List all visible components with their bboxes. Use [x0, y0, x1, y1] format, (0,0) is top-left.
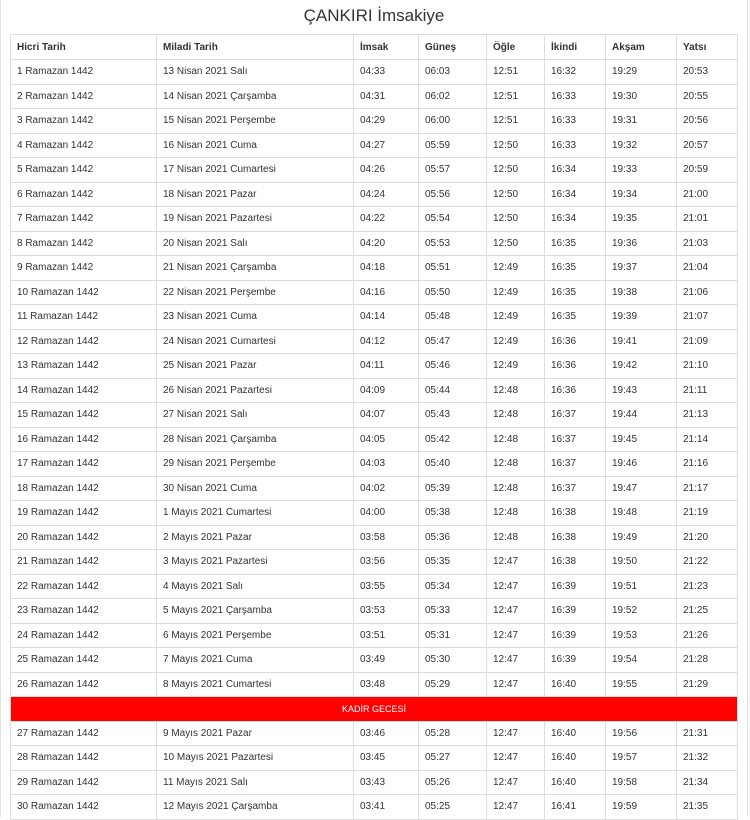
cell-miladi-tarih: 21 Nisan 2021 Çarşamba	[157, 256, 354, 281]
cell-ogle: 12:48	[487, 476, 545, 501]
cell-ogle: 12:50	[487, 182, 545, 207]
table-row	[11, 84, 738, 109]
cell-ikindi: 16:41	[545, 795, 606, 820]
cell-hicri-tarih: 25 Ramazan 1442	[11, 648, 157, 673]
table-row	[11, 746, 738, 771]
cell-hicri-tarih: 2 Ramazan 1442	[11, 84, 157, 109]
cell-ikindi: 16:33	[545, 109, 606, 134]
cell-gunes: 06:03	[419, 60, 487, 85]
cell-yatsi: 20:55	[677, 84, 738, 109]
cell-hicri-tarih: 7 Ramazan 1442	[11, 207, 157, 232]
cell-ogle: 12:47	[487, 599, 545, 624]
cell-gunes: 05:51	[419, 256, 487, 281]
cell-miladi-tarih: 24 Nisan 2021 Cumartesi	[157, 329, 354, 354]
cell-hicri-tarih: 3 Ramazan 1442	[11, 109, 157, 134]
table-row	[11, 770, 738, 795]
header-ogle: Öğle	[487, 35, 545, 60]
cell-miladi-tarih: 22 Nisan 2021 Perşembe	[157, 280, 354, 305]
cell-hicri-tarih: 18 Ramazan 1442	[11, 476, 157, 501]
cell-yatsi: 20:57	[677, 133, 738, 158]
cell-hicri-tarih: 30 Ramazan 1442	[11, 795, 157, 820]
cell-ikindi: 16:40	[545, 721, 606, 746]
cell-ikindi: 16:35	[545, 305, 606, 330]
cell-ikindi: 16:39	[545, 574, 606, 599]
cell-imsak: 03:56	[354, 550, 419, 575]
imsakiye-table	[10, 34, 738, 820]
cell-gunes: 05:26	[419, 770, 487, 795]
cell-ikindi: 16:36	[545, 378, 606, 403]
header-imsak: İmsak	[354, 35, 419, 60]
header-hicri-tarih: Hicri Tarih	[11, 35, 157, 60]
cell-miladi-tarih: 4 Mayıs 2021 Salı	[157, 574, 354, 599]
cell-ikindi: 16:37	[545, 452, 606, 477]
cell-miladi-tarih: 9 Mayıs 2021 Pazar	[157, 721, 354, 746]
cell-hicri-tarih: 6 Ramazan 1442	[11, 182, 157, 207]
cell-ogle: 12:48	[487, 378, 545, 403]
cell-gunes: 05:57	[419, 158, 487, 183]
cell-aksam: 19:45	[606, 427, 677, 452]
cell-yatsi: 20:59	[677, 158, 738, 183]
cell-imsak: 04:22	[354, 207, 419, 232]
cell-yatsi: 21:17	[677, 476, 738, 501]
cell-hicri-tarih: 15 Ramazan 1442	[11, 403, 157, 428]
cell-aksam: 19:44	[606, 403, 677, 428]
cell-imsak: 04:09	[354, 378, 419, 403]
table-row	[11, 182, 738, 207]
cell-aksam: 19:32	[606, 133, 677, 158]
cell-hicri-tarih: 10 Ramazan 1442	[11, 280, 157, 305]
cell-gunes: 05:27	[419, 746, 487, 771]
cell-yatsi: 21:32	[677, 746, 738, 771]
cell-gunes: 05:33	[419, 599, 487, 624]
cell-aksam: 19:48	[606, 501, 677, 526]
cell-imsak: 04:18	[354, 256, 419, 281]
cell-gunes: 05:53	[419, 231, 487, 256]
cell-aksam: 19:55	[606, 672, 677, 697]
cell-ikindi: 16:34	[545, 158, 606, 183]
cell-hicri-tarih: 21 Ramazan 1442	[11, 550, 157, 575]
cell-aksam: 19:49	[606, 525, 677, 550]
cell-miladi-tarih: 18 Nisan 2021 Pazar	[157, 182, 354, 207]
cell-ikindi: 16:40	[545, 770, 606, 795]
cell-hicri-tarih: 20 Ramazan 1442	[11, 525, 157, 550]
table-row	[11, 280, 738, 305]
table-row	[11, 403, 738, 428]
cell-yatsi: 21:01	[677, 207, 738, 232]
cell-aksam: 19:43	[606, 378, 677, 403]
cell-miladi-tarih: 2 Mayıs 2021 Pazar	[157, 525, 354, 550]
cell-gunes: 05:47	[419, 329, 487, 354]
table-body	[11, 60, 738, 820]
cell-ogle: 12:47	[487, 746, 545, 771]
cell-hicri-tarih: 22 Ramazan 1442	[11, 574, 157, 599]
cell-hicri-tarih: 14 Ramazan 1442	[11, 378, 157, 403]
cell-gunes: 05:35	[419, 550, 487, 575]
table-row	[11, 231, 738, 256]
cell-imsak: 04:14	[354, 305, 419, 330]
cell-imsak: 03:45	[354, 746, 419, 771]
cell-aksam: 19:53	[606, 623, 677, 648]
cell-aksam: 19:59	[606, 795, 677, 820]
cell-ikindi: 16:35	[545, 280, 606, 305]
cell-aksam: 19:38	[606, 280, 677, 305]
cell-imsak: 03:43	[354, 770, 419, 795]
cell-gunes: 05:40	[419, 452, 487, 477]
cell-gunes: 05:59	[419, 133, 487, 158]
cell-gunes: 05:42	[419, 427, 487, 452]
header-gunes: Güneş	[419, 35, 487, 60]
cell-yatsi: 20:56	[677, 109, 738, 134]
cell-hicri-tarih: 8 Ramazan 1442	[11, 231, 157, 256]
cell-gunes: 05:36	[419, 525, 487, 550]
cell-gunes: 05:44	[419, 378, 487, 403]
cell-hicri-tarih: 9 Ramazan 1442	[11, 256, 157, 281]
cell-aksam: 19:50	[606, 550, 677, 575]
cell-ikindi: 16:33	[545, 84, 606, 109]
cell-yatsi: 21:07	[677, 305, 738, 330]
cell-aksam: 19:39	[606, 305, 677, 330]
cell-ogle: 12:47	[487, 672, 545, 697]
cell-miladi-tarih: 12 Mayıs 2021 Çarşamba	[157, 795, 354, 820]
cell-imsak: 04:29	[354, 109, 419, 134]
cell-imsak: 04:24	[354, 182, 419, 207]
cell-miladi-tarih: 7 Mayıs 2021 Cuma	[157, 648, 354, 673]
cell-ogle: 12:48	[487, 452, 545, 477]
cell-ikindi: 16:32	[545, 60, 606, 85]
cell-imsak: 03:48	[354, 672, 419, 697]
cell-gunes: 06:02	[419, 84, 487, 109]
cell-ikindi: 16:35	[545, 231, 606, 256]
cell-aksam: 19:54	[606, 648, 677, 673]
cell-ikindi: 16:37	[545, 403, 606, 428]
cell-ogle: 12:50	[487, 231, 545, 256]
cell-miladi-tarih: 23 Nisan 2021 Cuma	[157, 305, 354, 330]
cell-yatsi: 21:26	[677, 623, 738, 648]
cell-imsak: 03:55	[354, 574, 419, 599]
cell-imsak: 04:26	[354, 158, 419, 183]
cell-miladi-tarih: 17 Nisan 2021 Cumartesi	[157, 158, 354, 183]
cell-aksam: 19:34	[606, 182, 677, 207]
table-row	[11, 452, 738, 477]
cell-ogle: 12:51	[487, 109, 545, 134]
cell-yatsi: 21:23	[677, 574, 738, 599]
cell-imsak: 04:33	[354, 60, 419, 85]
cell-imsak: 03:41	[354, 795, 419, 820]
cell-hicri-tarih: 13 Ramazan 1442	[11, 354, 157, 379]
cell-gunes: 05:31	[419, 623, 487, 648]
cell-imsak: 03:58	[354, 525, 419, 550]
cell-gunes: 05:48	[419, 305, 487, 330]
cell-hicri-tarih: 16 Ramazan 1442	[11, 427, 157, 452]
table-row	[11, 133, 738, 158]
table-row	[11, 599, 738, 624]
cell-aksam: 19:36	[606, 231, 677, 256]
cell-ikindi: 16:37	[545, 476, 606, 501]
cell-yatsi: 21:35	[677, 795, 738, 820]
cell-imsak: 04:27	[354, 133, 419, 158]
cell-ikindi: 16:34	[545, 207, 606, 232]
cell-aksam: 19:57	[606, 746, 677, 771]
cell-miladi-tarih: 15 Nisan 2021 Perşembe	[157, 109, 354, 134]
cell-hicri-tarih: 19 Ramazan 1442	[11, 501, 157, 526]
cell-gunes: 06:00	[419, 109, 487, 134]
cell-ikindi: 16:38	[545, 550, 606, 575]
cell-ogle: 12:48	[487, 525, 545, 550]
cell-yatsi: 21:04	[677, 256, 738, 281]
cell-ogle: 12:49	[487, 256, 545, 281]
cell-gunes: 05:56	[419, 182, 487, 207]
table-row	[11, 256, 738, 281]
header-aksam: Akşam	[606, 35, 677, 60]
cell-imsak: 04:02	[354, 476, 419, 501]
cell-miladi-tarih: 27 Nisan 2021 Salı	[157, 403, 354, 428]
cell-aksam: 19:30	[606, 84, 677, 109]
cell-hicri-tarih: 17 Ramazan 1442	[11, 452, 157, 477]
cell-ogle: 12:48	[487, 427, 545, 452]
cell-ogle: 12:50	[487, 158, 545, 183]
header-ikindi: İkindi	[545, 35, 606, 60]
cell-imsak: 04:03	[354, 452, 419, 477]
cell-aksam: 19:52	[606, 599, 677, 624]
cell-imsak: 04:20	[354, 231, 419, 256]
cell-yatsi: 20:53	[677, 60, 738, 85]
cell-miladi-tarih: 29 Nisan 2021 Perşembe	[157, 452, 354, 477]
cell-yatsi: 21:28	[677, 648, 738, 673]
table-row	[11, 158, 738, 183]
cell-imsak: 03:53	[354, 599, 419, 624]
cell-ogle: 12:47	[487, 574, 545, 599]
cell-ogle: 12:49	[487, 354, 545, 379]
cell-miladi-tarih: 13 Nisan 2021 Salı	[157, 60, 354, 85]
cell-aksam: 19:31	[606, 109, 677, 134]
table-row	[11, 795, 738, 820]
table-row	[11, 550, 738, 575]
table-row	[11, 721, 738, 746]
cell-ogle: 12:50	[487, 207, 545, 232]
cell-miladi-tarih: 26 Nisan 2021 Pazartesi	[157, 378, 354, 403]
cell-ikindi: 16:38	[545, 501, 606, 526]
table-row	[11, 648, 738, 673]
cell-yatsi: 21:00	[677, 182, 738, 207]
cell-ogle: 12:47	[487, 721, 545, 746]
cell-aksam: 19:37	[606, 256, 677, 281]
table-row	[11, 623, 738, 648]
cell-aksam: 19:56	[606, 721, 677, 746]
cell-gunes: 05:38	[419, 501, 487, 526]
cell-imsak: 03:51	[354, 623, 419, 648]
cell-ogle: 12:47	[487, 550, 545, 575]
cell-yatsi: 21:03	[677, 231, 738, 256]
cell-miladi-tarih: 8 Mayıs 2021 Cumartesi	[157, 672, 354, 697]
table-row	[11, 525, 738, 550]
table-row	[11, 672, 738, 697]
cell-aksam: 19:33	[606, 158, 677, 183]
table-row	[11, 574, 738, 599]
cell-ogle: 12:51	[487, 84, 545, 109]
cell-yatsi: 21:13	[677, 403, 738, 428]
cell-ogle: 12:49	[487, 305, 545, 330]
cell-aksam: 19:41	[606, 329, 677, 354]
cell-imsak: 04:07	[354, 403, 419, 428]
cell-hicri-tarih: 29 Ramazan 1442	[11, 770, 157, 795]
cell-hicri-tarih: 12 Ramazan 1442	[11, 329, 157, 354]
cell-hicri-tarih: 28 Ramazan 1442	[11, 746, 157, 771]
cell-ikindi: 16:39	[545, 623, 606, 648]
cell-yatsi: 21:10	[677, 354, 738, 379]
table-row	[11, 109, 738, 134]
cell-miladi-tarih: 19 Nisan 2021 Pazartesi	[157, 207, 354, 232]
cell-gunes: 05:25	[419, 795, 487, 820]
cell-gunes: 05:28	[419, 721, 487, 746]
cell-yatsi: 21:06	[677, 280, 738, 305]
cell-aksam: 19:29	[606, 60, 677, 85]
cell-ogle: 12:50	[487, 133, 545, 158]
cell-miladi-tarih: 16 Nisan 2021 Cuma	[157, 133, 354, 158]
table-row	[11, 354, 738, 379]
table-row	[11, 476, 738, 501]
cell-ikindi: 16:38	[545, 525, 606, 550]
cell-aksam: 19:42	[606, 354, 677, 379]
cell-miladi-tarih: 10 Mayıs 2021 Pazartesi	[157, 746, 354, 771]
cell-hicri-tarih: 4 Ramazan 1442	[11, 133, 157, 158]
cell-yatsi: 21:20	[677, 525, 738, 550]
table-row	[11, 378, 738, 403]
cell-aksam: 19:51	[606, 574, 677, 599]
cell-imsak: 04:16	[354, 280, 419, 305]
cell-ikindi: 16:36	[545, 329, 606, 354]
page-title: ÇANKIRI İmsakiye	[303, 6, 445, 25]
cell-hicri-tarih: 5 Ramazan 1442	[11, 158, 157, 183]
cell-yatsi: 21:22	[677, 550, 738, 575]
cell-yatsi: 21:09	[677, 329, 738, 354]
cell-ikindi: 16:37	[545, 427, 606, 452]
table-row	[11, 305, 738, 330]
cell-imsak: 03:49	[354, 648, 419, 673]
cell-hicri-tarih: 27 Ramazan 1442	[11, 721, 157, 746]
cell-ikindi: 16:36	[545, 354, 606, 379]
cell-imsak: 04:00	[354, 501, 419, 526]
header-miladi-tarih: Miladi Tarih	[157, 35, 354, 60]
cell-miladi-tarih: 28 Nisan 2021 Çarşamba	[157, 427, 354, 452]
cell-yatsi: 21:19	[677, 501, 738, 526]
cell-gunes: 05:50	[419, 280, 487, 305]
header-yatsi: Yatsı	[677, 35, 738, 60]
kadir-gecesi-label: KADİR GECESİ	[11, 697, 738, 722]
cell-miladi-tarih: 30 Nisan 2021 Cuma	[157, 476, 354, 501]
cell-gunes: 05:39	[419, 476, 487, 501]
cell-ogle: 12:47	[487, 623, 545, 648]
cell-miladi-tarih: 11 Mayıs 2021 Salı	[157, 770, 354, 795]
cell-hicri-tarih: 23 Ramazan 1442	[11, 599, 157, 624]
cell-ikindi: 16:33	[545, 133, 606, 158]
cell-miladi-tarih: 5 Mayıs 2021 Çarşamba	[157, 599, 354, 624]
table-row	[11, 60, 738, 85]
cell-gunes: 05:34	[419, 574, 487, 599]
cell-yatsi: 21:29	[677, 672, 738, 697]
cell-yatsi: 21:31	[677, 721, 738, 746]
table-header-row	[11, 35, 738, 60]
cell-imsak: 04:05	[354, 427, 419, 452]
cell-ikindi: 16:40	[545, 746, 606, 771]
cell-miladi-tarih: 25 Nisan 2021 Pazar	[157, 354, 354, 379]
kadir-gecesi-row	[11, 697, 738, 722]
cell-imsak: 03:46	[354, 721, 419, 746]
cell-miladi-tarih: 20 Nisan 2021 Salı	[157, 231, 354, 256]
cell-ogle: 12:49	[487, 280, 545, 305]
cell-yatsi: 21:16	[677, 452, 738, 477]
cell-hicri-tarih: 24 Ramazan 1442	[11, 623, 157, 648]
cell-ikindi: 16:39	[545, 599, 606, 624]
cell-yatsi: 21:34	[677, 770, 738, 795]
cell-gunes: 05:46	[419, 354, 487, 379]
cell-imsak: 04:11	[354, 354, 419, 379]
cell-aksam: 19:47	[606, 476, 677, 501]
cell-gunes: 05:54	[419, 207, 487, 232]
cell-miladi-tarih: 3 Mayıs 2021 Pazartesi	[157, 550, 354, 575]
cell-ogle: 12:47	[487, 795, 545, 820]
cell-ogle: 12:48	[487, 403, 545, 428]
cell-ikindi: 16:34	[545, 182, 606, 207]
cell-ogle: 12:49	[487, 329, 545, 354]
table-row	[11, 501, 738, 526]
cell-gunes: 05:43	[419, 403, 487, 428]
cell-ogle: 12:47	[487, 770, 545, 795]
cell-ikindi: 16:35	[545, 256, 606, 281]
cell-gunes: 05:30	[419, 648, 487, 673]
cell-hicri-tarih: 26 Ramazan 1442	[11, 672, 157, 697]
cell-imsak: 04:31	[354, 84, 419, 109]
cell-ikindi: 16:39	[545, 648, 606, 673]
cell-miladi-tarih: 14 Nisan 2021 Çarşamba	[157, 84, 354, 109]
table-row	[11, 329, 738, 354]
cell-ogle: 12:51	[487, 60, 545, 85]
cell-hicri-tarih: 1 Ramazan 1442	[11, 60, 157, 85]
cell-aksam: 19:35	[606, 207, 677, 232]
cell-ikindi: 16:40	[545, 672, 606, 697]
cell-miladi-tarih: 6 Mayıs 2021 Perşembe	[157, 623, 354, 648]
cell-yatsi: 21:14	[677, 427, 738, 452]
cell-gunes: 05:29	[419, 672, 487, 697]
cell-imsak: 04:12	[354, 329, 419, 354]
table-row	[11, 207, 738, 232]
cell-aksam: 19:46	[606, 452, 677, 477]
cell-miladi-tarih: 1 Mayıs 2021 Cumartesi	[157, 501, 354, 526]
cell-ogle: 12:47	[487, 648, 545, 673]
cell-hicri-tarih: 11 Ramazan 1442	[11, 305, 157, 330]
cell-yatsi: 21:25	[677, 599, 738, 624]
cell-aksam: 19:58	[606, 770, 677, 795]
cell-ogle: 12:48	[487, 501, 545, 526]
table-row	[11, 427, 738, 452]
cell-yatsi: 21:11	[677, 378, 738, 403]
